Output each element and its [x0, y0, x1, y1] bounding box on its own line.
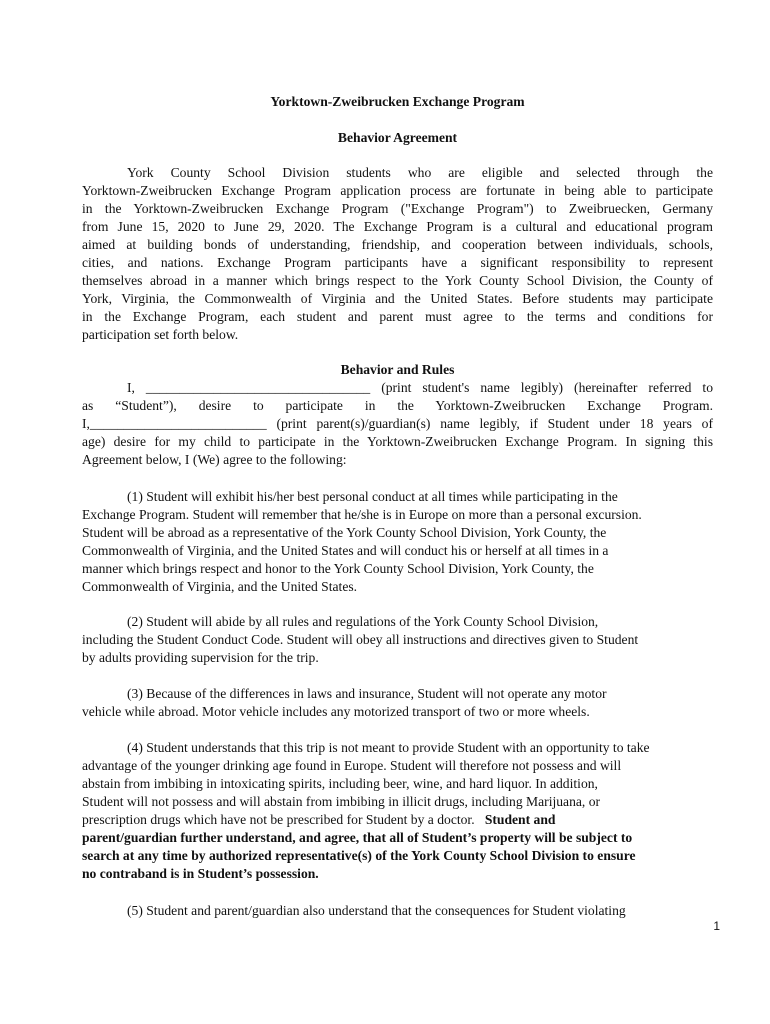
intro-line: York, Virginia, the Commonwealth of Virginia and the United States. Before students may participate: [82, 291, 713, 306]
rule-4-line: advantage of the younger drinking age found in Europe. Student will therefore not possess and will: [82, 758, 622, 773]
page-number: 1: [713, 919, 720, 933]
intro-line: York County School Division students who are eligible and selected through the: [127, 165, 713, 180]
rule-1-line: Exchange Program. Student will remember that he/she is in Europe on more than a personal excursion.: [82, 507, 642, 522]
rule-2-line: (2) Student will abide by all rules and regulations of the York County School Division,: [127, 614, 599, 629]
rule-1-line: Commonwealth of Virginia, and the United States.: [82, 579, 358, 594]
intro-line: in the Exchange Program, each student and parent must agree to the terms and conditions for: [82, 309, 713, 324]
rule-4-bold-line: parent/guardian further understand, and agree, that all of Student’s property will be subject to: [82, 830, 633, 845]
rule-1-line: manner which brings respect and honor to the York County School Division, York County, the: [82, 561, 594, 576]
rules-intro-line: as “Student”), desire to participate in the Yorktown-Zweibrucken Exchange Program.: [82, 398, 713, 413]
document-title: Yorktown-Zweibrucken Exchange Program: [270, 94, 525, 109]
section-heading: Behavior and Rules: [340, 362, 455, 377]
rule-2-line: by adults providing supervision for the trip.: [82, 650, 319, 665]
rule-4-line: [82, 811, 713, 829]
rule-4-line: (4) Student understands that this trip is not meant to provide Student with an opportunity to take: [127, 740, 650, 755]
rule-3-line: vehicle while abroad. Motor vehicle includes any motorized transport of two or more wheels.: [82, 704, 590, 719]
rules-intro-line: Agreement below, I (We) agree to the following:: [82, 452, 347, 467]
rule-4-line: Student will not possess and will abstain from imbibing in illicit drugs, including Marijuana, or: [82, 794, 601, 809]
rules-intro-line: I, _________________________________ (print student's name legibly) (hereinafter referred to: [127, 380, 713, 395]
rule-1-line: (1) Student will exhibit his/her best personal conduct at all times while participating in the: [127, 489, 618, 504]
intro-line: cities, and nations. Exchange Program participants have a significant responsibility to represent: [82, 255, 713, 270]
intro-line: from June 15, 2020 to June 29, 2020. The Exchange Program is a cultural and educational program: [82, 219, 713, 234]
rule-5-line: (5) Student and parent/guardian also understand that the consequences for Student violating: [127, 903, 626, 918]
rule-1-line: Student will be abroad as a representative of the York County School Division, York County, the: [82, 525, 607, 540]
rule-4-line: abstain from imbibing in intoxicating spirits, including beer, wine, and hard liquor. In addition,: [82, 776, 598, 791]
rule-2-line: including the Student Conduct Code. Student will obey all instructions and directives given to Student: [82, 632, 639, 647]
intro-line: Yorktown-Zweibrucken Exchange Program application process are fortunate in being able to participate: [82, 183, 713, 198]
intro-line: themselves abroad in a manner which brings respect to the York County School Division, the County of: [82, 273, 713, 288]
rule-4-bold-text: Student and: [484, 812, 556, 827]
rules-intro-line: age) desire for my child to participate in the Yorktown-Zweibrucken Exchange Program. In signing this: [82, 434, 713, 449]
rule-4-bold-line: search at any time by authorized representative(s) of the York County School Division to ensure: [82, 848, 636, 863]
document-subtitle: Behavior Agreement: [337, 130, 458, 145]
rule-3-line: (3) Because of the differences in laws and insurance, Student will not operate any motor: [127, 686, 607, 701]
intro-line: aimed at building bonds of understanding, friendship, and cooperation between individuals, schools,: [82, 237, 713, 252]
intro-line: participation set forth below.: [82, 327, 239, 342]
rule-1-line: Commonwealth of Virginia, and the United States and will conduct his or herself at all times in a: [82, 543, 609, 558]
rules-intro-line: I,__________________________ (print parent(s)/guardian(s) name legibly, if Student under 18 years of: [82, 416, 713, 431]
rule-4-bold-line: no contraband is in Student’s possession.: [82, 866, 319, 881]
intro-line: in the Yorktown-Zweibrucken Exchange Program ("Exchange Program") to Zweibruecken, Germany: [82, 201, 713, 216]
rule-4-text: prescription drugs which have not be prescribed for Student by a doctor.: [82, 812, 485, 827]
